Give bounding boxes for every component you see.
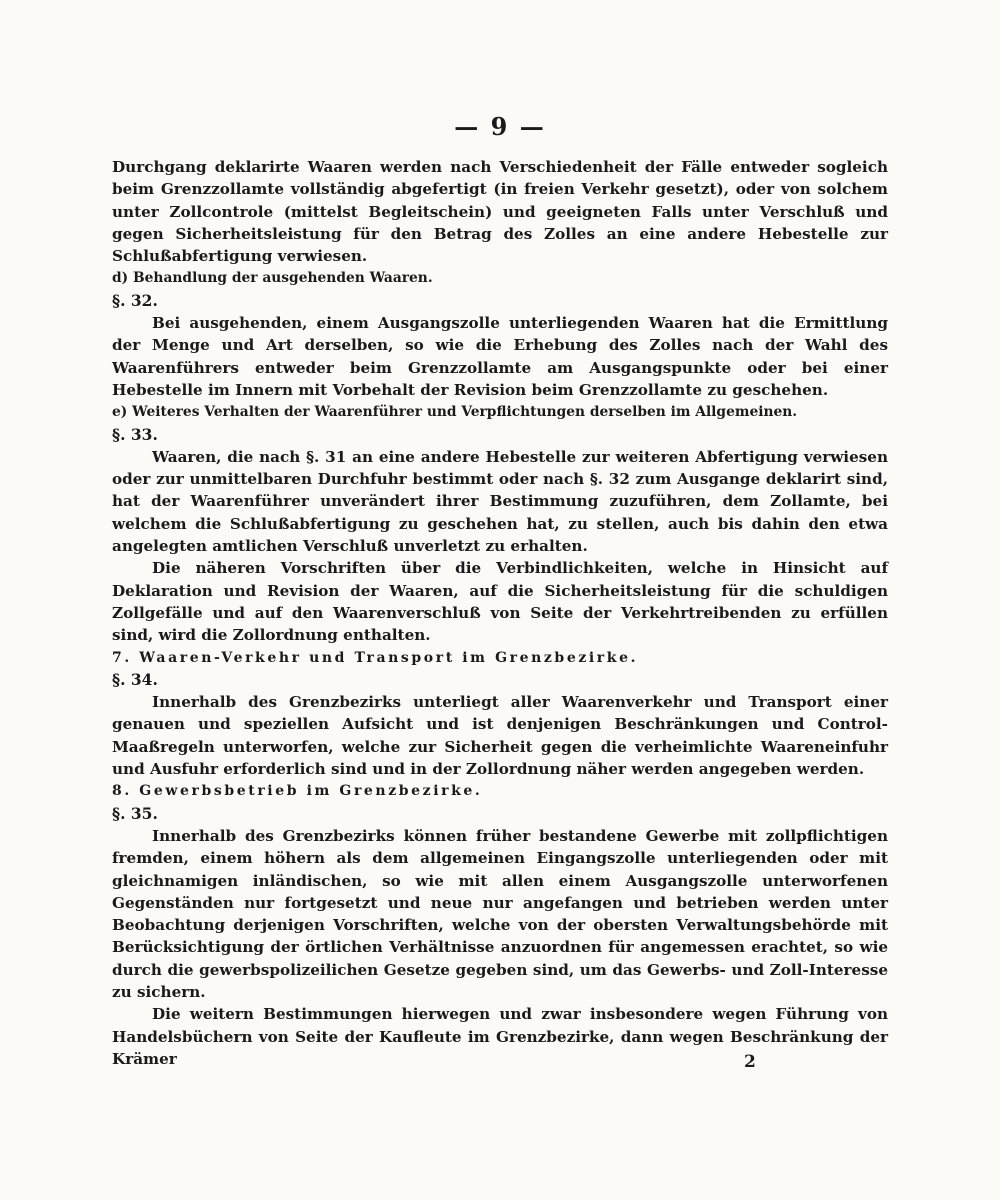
page-number: 2: [744, 1052, 756, 1072]
page-header: — 9 —: [454, 112, 546, 141]
heading-outgoing-goods: d) Behandlung der ausgehenden Waaren.: [112, 270, 433, 287]
paragraph-regulations: Die näheren Vorschriften über die Verbindlichkeiten, welche in Hinsicht auf Deklaration und Revision der Waaren, auf die Sicherheitsleistung für die schuldigen Zollgefälle und auf den Waarenverschluß von Seite der Verkehrtreibenden zu erfüllen sind, wird die Zollordnung enthalten.: [112, 559, 888, 645]
section-32: §. 32.: [112, 290, 158, 310]
paragraph-further-provisions: Die weitern Bestimmungen hierwegen und zwar insbesondere wegen Führung von Handelsbüchern von Seite der Kaufleute im Grenzbezirke, dann wegen Beschränkung der Krämer: [112, 1005, 888, 1068]
paragraph-transit-goods: Durchgang deklarirte Waaren werden nach Verschiedenheit der Fälle entweder sogleich beim Grenzzollamte vollständig abgefertigt (in freien Verkehr gesetzt), oder von solchem unter Zollcontrole (mittelst Begleitschein) und geeigneten Falls unter Verschluß und gegen Sicherheitsleistung für den Betrag des Zolles an eine andere Hebestelle zur Schlußabfertigung verwiesen.: [112, 158, 888, 266]
paragraph-section-34: Innerhalb des Grenzbezirks unterliegt aller Waarenverkehr und Transport einer genauen und speziellen Aufsicht und ist denjenigen Beschränkungen und Control-Maaßregeln unterworfen, welche zur Sicherheit gegen die verheimlichte Waareneinfuhr und Ausfuhr erforderlich sind und in der Zollordnung näher werden angegeben werden.: [112, 693, 888, 779]
paragraph-section-35: Innerhalb des Grenzbezirks können früher bestandene Gewerbe mit zollpflichtigen fremden, einem höhern als dem allgemeinen Eingangszolle unterliegenden oder mit gleichnamigen inländischen, so wie mit allen einem Ausgangszolle unterworfenen Gegenständen nur fortgesetzt und neue nur angefangen und betrieben werden unter Beobachtung derjenigen Vorschriften, welche von der obersten Verwaltungsbehörde mit Berücksichtigung der örtlichen Verhältnisse anzuordnen für angemessen erachtet, so wie durch die gewerbspolizeilichen Gesetze gegeben sind, um das Gewerbs- und Zoll-Interesse zu sichern.: [112, 826, 888, 1001]
heading-carrier-obligations: e) Weiteres Verhalten der Waarenführer und Verpflichtungen derselben im Allgemeinen.: [112, 404, 798, 421]
section-35: §. 35.: [112, 803, 158, 823]
heading-trade-operations: 8. Gewerbsbetrieb im Grenzbezirke.: [112, 783, 483, 800]
section-33: §. 33.: [112, 424, 158, 444]
paragraph-section-32: Bei ausgehenden, einem Ausgangszolle unterliegenden Waaren hat die Ermittlung der Menge und Art derselben, so wie die Erhebung des Zolles nach der Wahl des Waarenführers entweder beim Grenzzollamte am Ausgangspunkte oder bei einer Hebestelle im Innern mit Vorbehalt der Revision beim Grenzzollamte zu geschehen.: [112, 314, 888, 399]
section-34: §. 34.: [112, 669, 158, 689]
page-body: [112, 156, 888, 1070]
paragraph-section-33: Waaren, die nach §. 31 an eine andere Hebestelle zur weiteren Abfertigung verwiesen oder zur unmittelbaren Durchfuhr bestimmt oder nach §. 32 zum Ausgange deklarirt sind, hat der Waarenführer unverändert ihrer Bestimmung zuzuführen, dem Zollamte, bei welchem die Schlußabfertigung zu geschehen hat, zu stellen, auch bis dahin den etwa angelegten amtlichen Verschluß unverletzt zu erhalten.: [112, 447, 888, 556]
heading-goods-traffic: 7. Waaren-Verkehr und Transport im Grenzbezirke.: [112, 649, 639, 666]
